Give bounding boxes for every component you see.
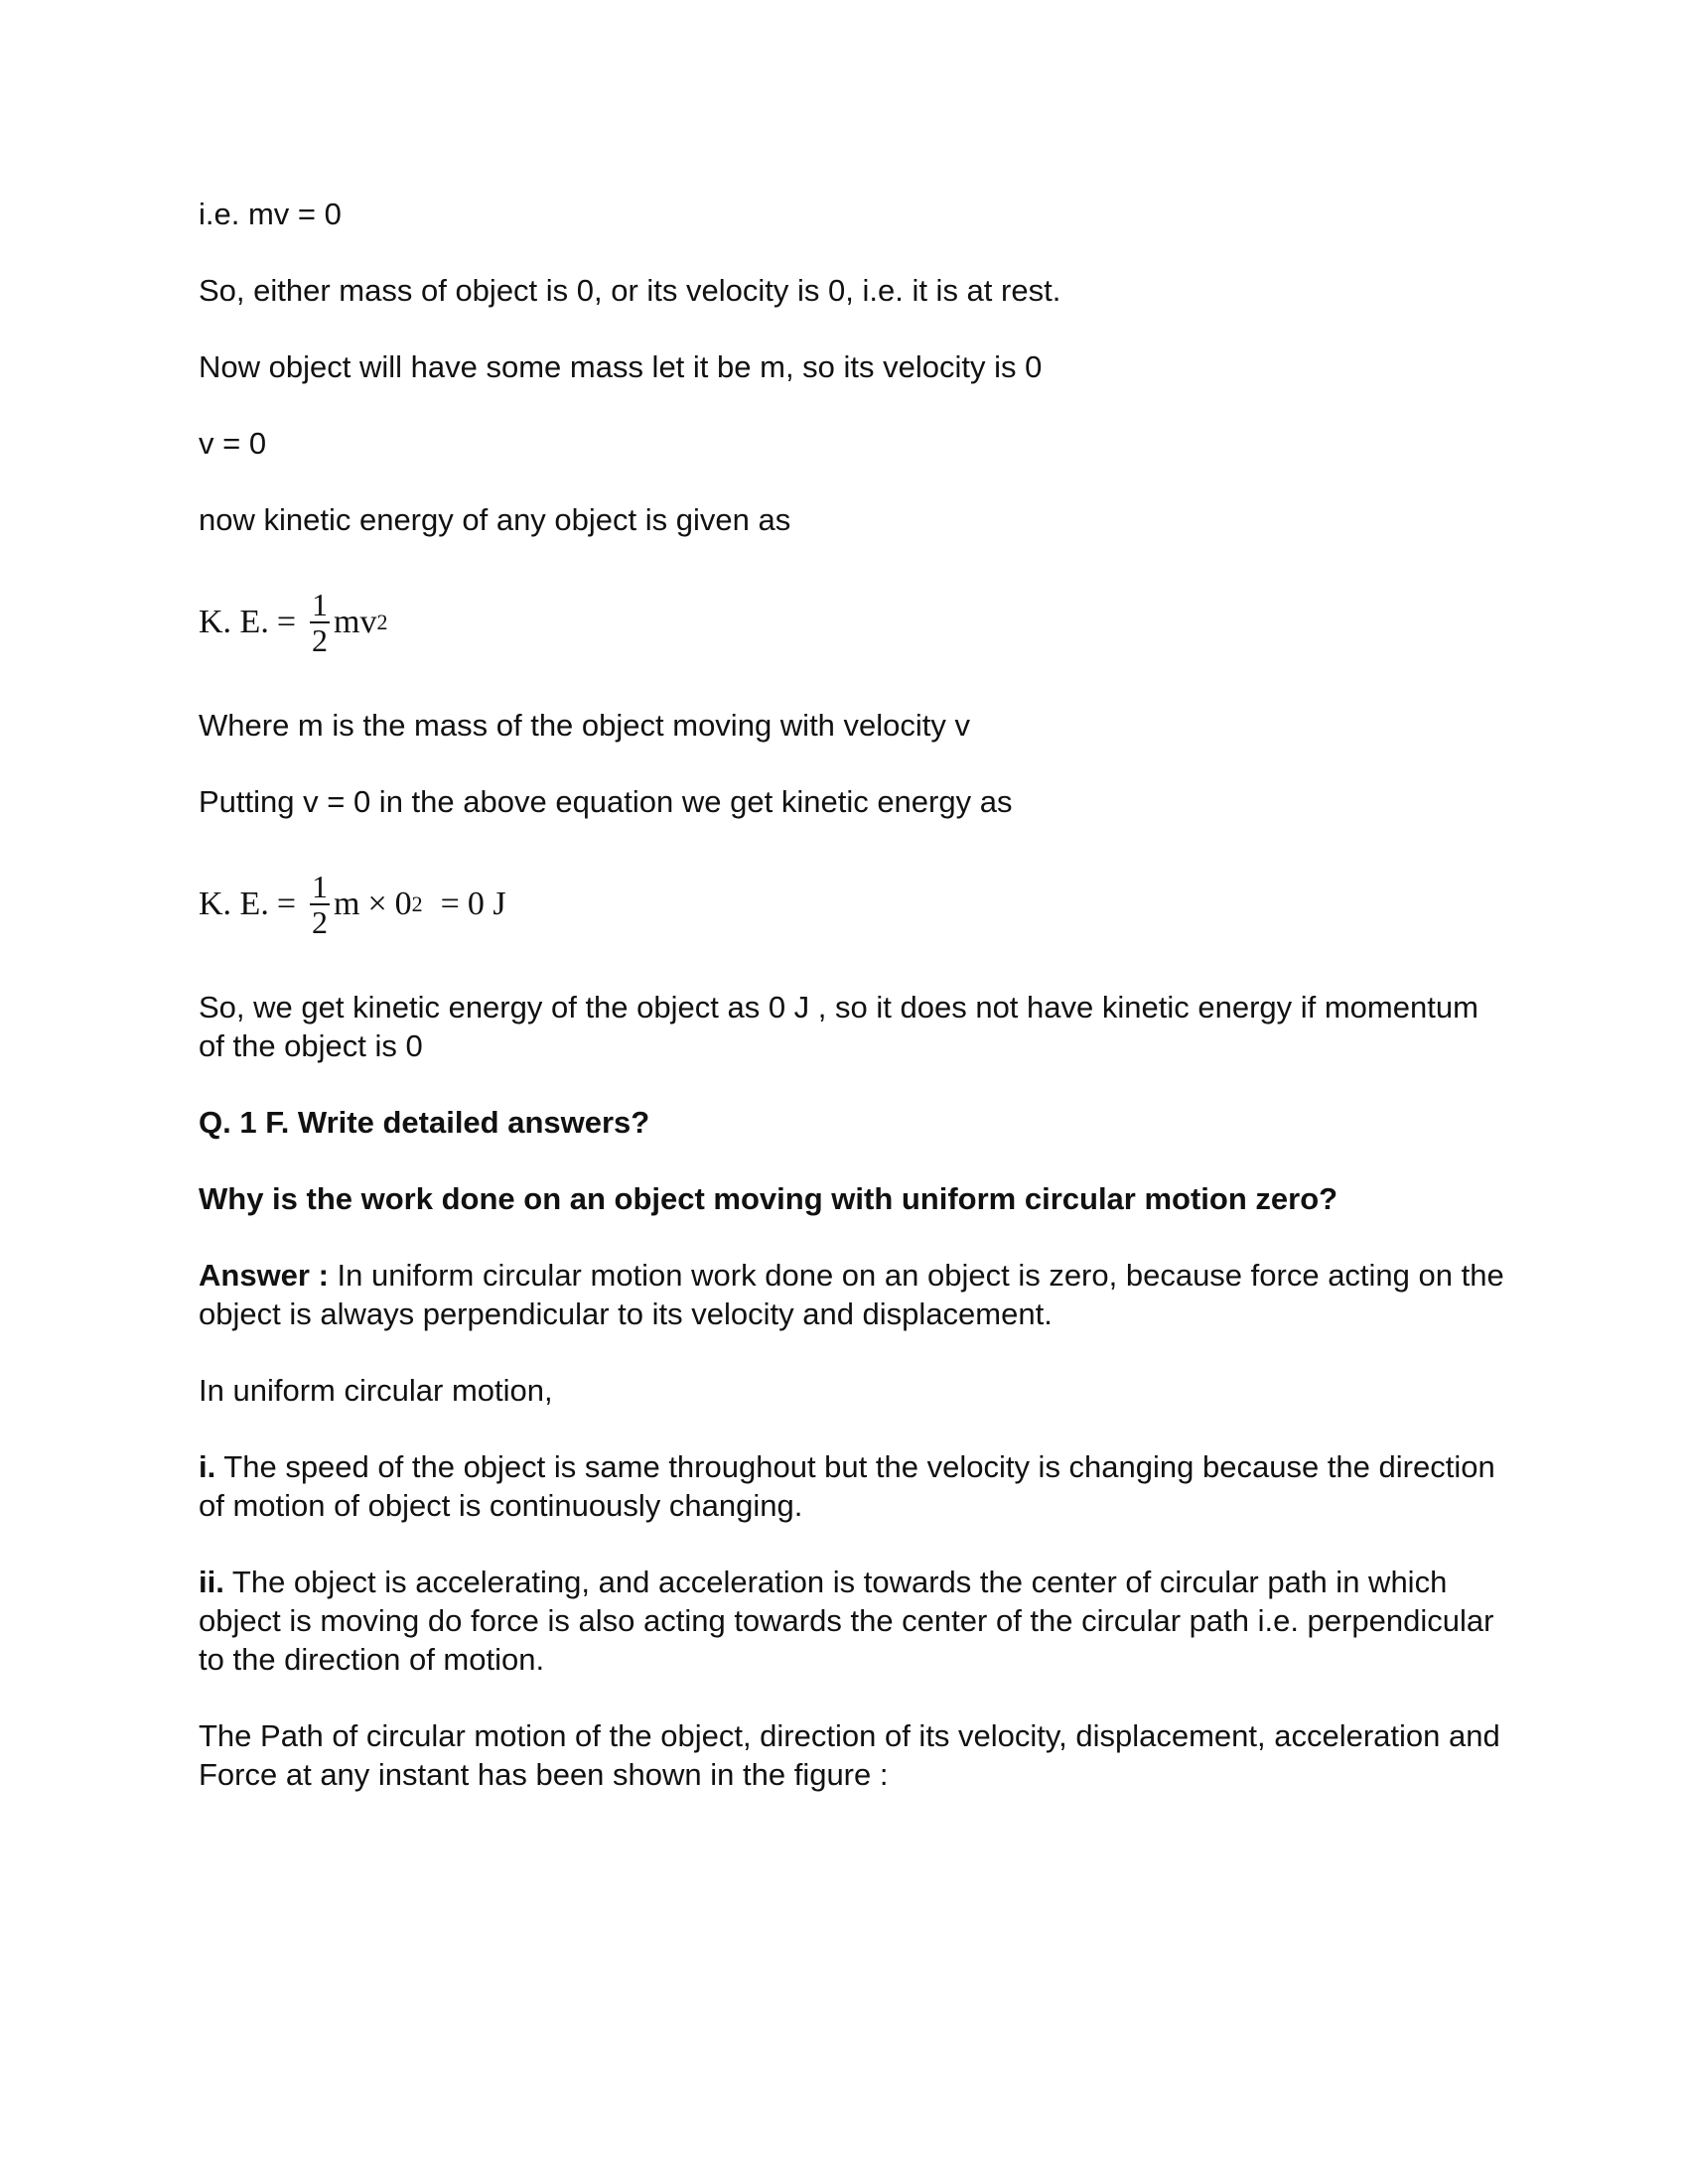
point-1-text: The speed of the object is same throughout but the velocity is changing because the direction of motion of object is continuously changing. — [199, 1449, 1495, 1523]
point-2-text: The object is accelerating, and acceleration is towards the center of circular path in which object is moving do force is also acting towards the center of the circular path i.e. perpendicular to the direction of motion. — [199, 1565, 1494, 1677]
line-ke-given-as: now kinetic energy of any object is given as — [199, 502, 791, 537]
answer-text: In uniform circular motion work done on an object is zero, because force acting on the object is always perpendicular to its velocity and displacement. — [199, 1258, 1504, 1331]
eq2-denominator: 2 — [312, 904, 329, 940]
eq2-numerator: 1 — [312, 869, 329, 904]
eq2-result: 0 J — [467, 886, 506, 922]
eq2-fraction — [310, 870, 330, 939]
line-ke-conclusion: So, we get kinetic energy of the object as 0 J , so it does not have kinetic energy if momentum of the object is 0 — [199, 990, 1478, 1063]
line-momentum-zero: i.e. mv = 0 — [199, 197, 342, 231]
eq2-lhs: K. E. — [199, 886, 269, 922]
eq1-lhs: K. E. — [199, 604, 269, 640]
eq2-equals: = — [276, 886, 297, 922]
eq2-zero: 0 — [394, 886, 412, 922]
answer-paragraph — [199, 1256, 1509, 1333]
line-figure-intro: The Path of circular motion of the object, direction of its velocity, displacement, acceleration and Force at any instant has been shown in the figure : — [199, 1718, 1500, 1792]
eq1-exponent: 2 — [376, 610, 388, 634]
eq1-equals: = — [276, 604, 297, 640]
eq2-exponent: 2 — [411, 891, 423, 916]
document-page — [199, 195, 1509, 1832]
point-2-label: ii. — [199, 1565, 224, 1599]
eq1-numerator: 1 — [312, 587, 329, 622]
eq2-mass: m — [334, 886, 360, 922]
eq2-times: × — [367, 886, 387, 922]
point-2 — [199, 1563, 1509, 1679]
eq1-fraction — [310, 588, 330, 657]
line-object-has-mass: Now object will have some mass let it be m, so its velocity is 0 — [199, 349, 1043, 384]
eq1-variable: mv — [334, 604, 377, 640]
equation-kinetic-energy-zero — [199, 859, 1509, 950]
equation-kinetic-energy — [199, 577, 1509, 668]
point-1-label: i. — [199, 1449, 216, 1484]
line-putting-v-zero: Putting v = 0 in the above equation we get kinetic energy as — [199, 784, 1013, 819]
eq2-equals-second: = — [440, 886, 460, 922]
question-heading: Q. 1 F. Write detailed answers? — [199, 1105, 650, 1140]
line-in-uniform-circular-motion: In uniform circular motion, — [199, 1373, 553, 1408]
line-where-m-is-mass: Where m is the mass of the object moving with velocity v — [199, 708, 971, 743]
line-either-mass-or-velocity: So, either mass of object is 0, or its velocity is 0, i.e. it is at rest. — [199, 273, 1061, 308]
point-1 — [199, 1447, 1509, 1525]
line-velocity-zero: v = 0 — [199, 426, 267, 461]
eq1-denominator: 2 — [312, 622, 329, 658]
answer-label: Answer : — [199, 1258, 329, 1293]
question-text: Why is the work done on an object moving with uniform circular motion zero? — [199, 1181, 1338, 1216]
